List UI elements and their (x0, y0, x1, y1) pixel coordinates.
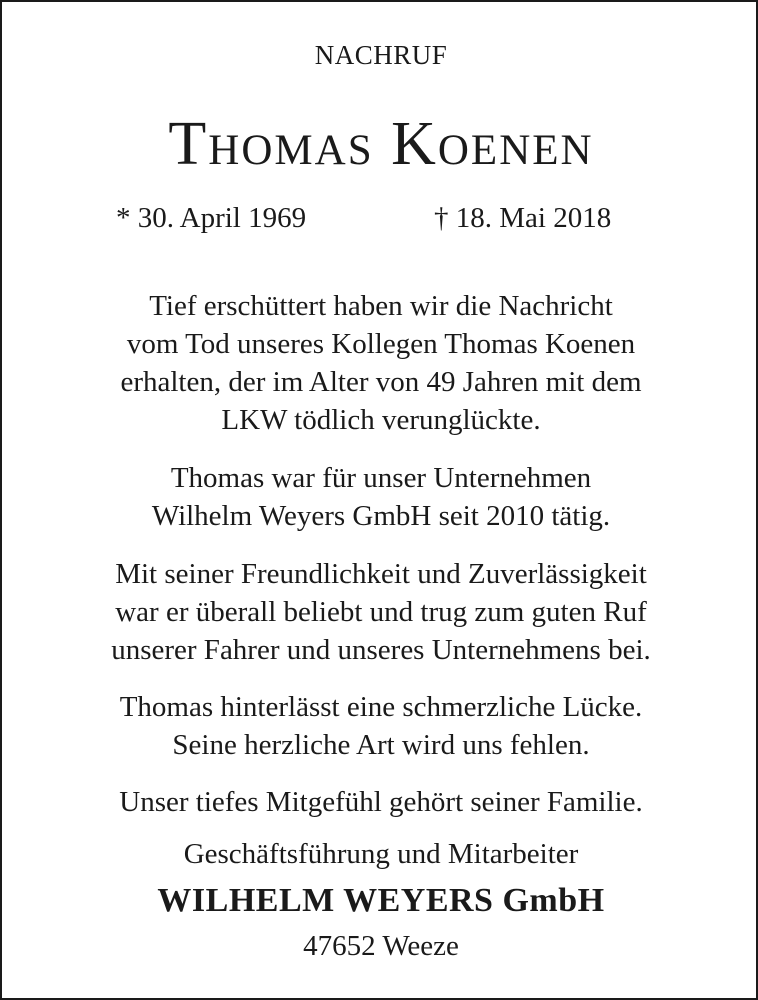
text-line: unserer Fahrer und unseres Unternehmens bei. (111, 634, 651, 666)
text-line: vom Tod unseres Kollegen Thomas Koenen (126, 328, 636, 360)
text-line: Unser tiefes Mitgefühl gehört seiner Familie. (119, 786, 643, 818)
deceased-name: Thomas Koenen (168, 110, 594, 178)
obituary-heading: NACHRUF (314, 40, 448, 70)
paragraph-1 (2, 287, 758, 439)
signature-line: Geschäftsführung und Mitarbeiter (183, 838, 579, 870)
company-name: WILHELM WEYERS GmbH (157, 882, 605, 919)
text-line: Mit seiner Freundlichkeit und Zuverlässigkeit (115, 558, 647, 590)
birth-date: * 30. April 1969 (116, 202, 307, 234)
death-date: † 18. Mai 2018 (434, 202, 612, 234)
text-line: erhalten, der im Alter von 49 Jahren mit dem (120, 366, 642, 398)
text-line: Tief erschüttert haben wir die Nachricht (149, 290, 613, 322)
text-line: Seine herzliche Art wird uns fehlen. (172, 729, 590, 761)
text-line: war er überall beliebt und trug zum guten Ruf (115, 596, 647, 628)
paragraph-2 (2, 459, 758, 535)
text-line: Thomas war für unser Unternehmen (170, 462, 592, 494)
life-dates (2, 202, 758, 242)
text-line: LKW tödlich verunglückte. (221, 404, 541, 436)
text-line: Thomas hinterlässt eine schmerzliche Lücke. (119, 691, 643, 723)
company-location: 47652 Weeze (303, 930, 459, 962)
paragraph-3 (2, 555, 758, 669)
paragraph-4 (2, 688, 758, 764)
text-line: Wilhelm Weyers GmbH seit 2010 tätig. (151, 500, 611, 532)
paragraph-5 (2, 783, 758, 821)
